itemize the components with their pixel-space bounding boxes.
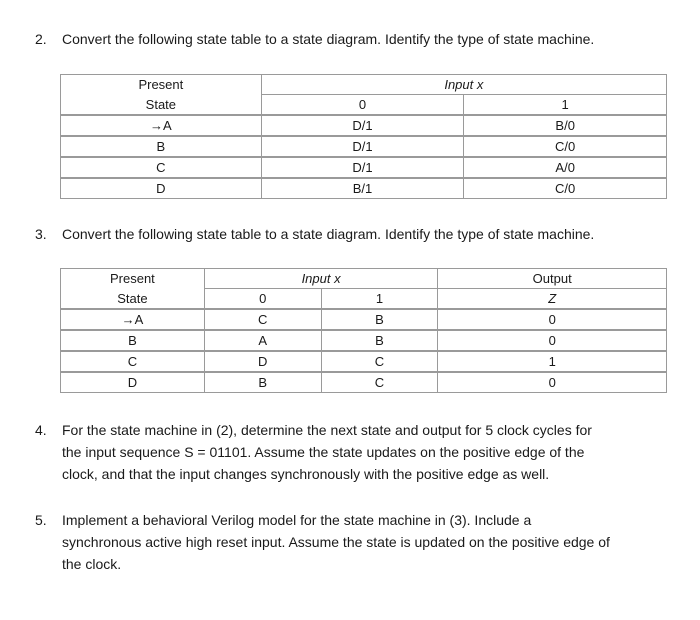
table-cell-state: C bbox=[61, 157, 262, 178]
question-5-line-2: synchronous active high reset input. Assume the state is updated on the positive edge of bbox=[62, 534, 610, 550]
table-cell: B bbox=[204, 372, 321, 393]
header-col-1: 1 bbox=[321, 289, 438, 310]
header-input bbox=[204, 269, 438, 289]
table-cell: 0 bbox=[438, 309, 667, 330]
table-cell-state: B bbox=[61, 136, 262, 157]
header-input-label: Input x bbox=[301, 271, 341, 286]
question-4-line-3: clock, and that the input changes synchronously with the positive edge as well. bbox=[62, 466, 550, 482]
table-cell: A bbox=[204, 330, 321, 351]
header-col-1: 1 bbox=[464, 95, 667, 116]
header-input bbox=[261, 75, 666, 95]
question-5-line-1: Implement a behavioral Verilog model for the state machine in (3). Include a bbox=[62, 512, 532, 528]
table-cell: D/1 bbox=[261, 115, 464, 136]
table-cell-state: D bbox=[61, 372, 205, 393]
state-table-q3 bbox=[60, 268, 667, 393]
header-col-0: 0 bbox=[204, 289, 321, 310]
question-4-number: 4. bbox=[35, 422, 47, 438]
header-present: Present bbox=[61, 75, 262, 95]
header-col-z-label: Z bbox=[548, 291, 557, 306]
table-cell: C/0 bbox=[464, 136, 667, 157]
question-3-number: 3. bbox=[35, 226, 47, 242]
question-5-number: 5. bbox=[35, 512, 47, 528]
table-cell: C bbox=[204, 309, 321, 330]
question-5-line-3: the clock. bbox=[62, 556, 122, 572]
table-cell: D bbox=[204, 351, 321, 372]
table-cell: B/0 bbox=[464, 115, 667, 136]
question-2-text: Convert the following state table to a state diagram. Identify the type of state machine. bbox=[62, 31, 595, 47]
table-cell: D/1 bbox=[261, 157, 464, 178]
question-4-line-1: For the state machine in (2), determine the next state and output for 5 clock cycles for bbox=[62, 422, 592, 438]
table-cell: D/1 bbox=[261, 136, 464, 157]
table-cell: 0 bbox=[438, 330, 667, 351]
table-cell: 1 bbox=[438, 351, 667, 372]
header-output: Output bbox=[438, 269, 667, 289]
question-3-text: Convert the following state table to a state diagram. Identify the type of state machine. bbox=[62, 226, 595, 242]
table-cell-state: →A bbox=[61, 309, 205, 330]
table-cell-state: →A bbox=[61, 115, 262, 136]
state-table-q2 bbox=[60, 74, 667, 199]
table-cell: C bbox=[321, 351, 438, 372]
table-cell-state: B bbox=[61, 330, 205, 351]
table-cell: A/0 bbox=[464, 157, 667, 178]
header-input-label: Input x bbox=[444, 77, 484, 92]
header-state: State bbox=[61, 95, 262, 116]
table-cell-state: C bbox=[61, 351, 205, 372]
header-state: State bbox=[61, 289, 205, 310]
table-cell: C/0 bbox=[464, 178, 667, 199]
question-2-number: 2. bbox=[35, 31, 47, 47]
table-cell: 0 bbox=[438, 372, 667, 393]
header-present: Present bbox=[61, 269, 205, 289]
table-cell-state: D bbox=[61, 178, 262, 199]
table-cell: B bbox=[321, 330, 438, 351]
table-cell: C bbox=[321, 372, 438, 393]
table-cell: B bbox=[321, 309, 438, 330]
header-col-0: 0 bbox=[261, 95, 464, 116]
header-col-z bbox=[438, 289, 667, 310]
table-cell: B/1 bbox=[261, 178, 464, 199]
question-4-line-2: the input sequence S = 01101. Assume the state updates on the positive edge of the bbox=[62, 444, 585, 460]
